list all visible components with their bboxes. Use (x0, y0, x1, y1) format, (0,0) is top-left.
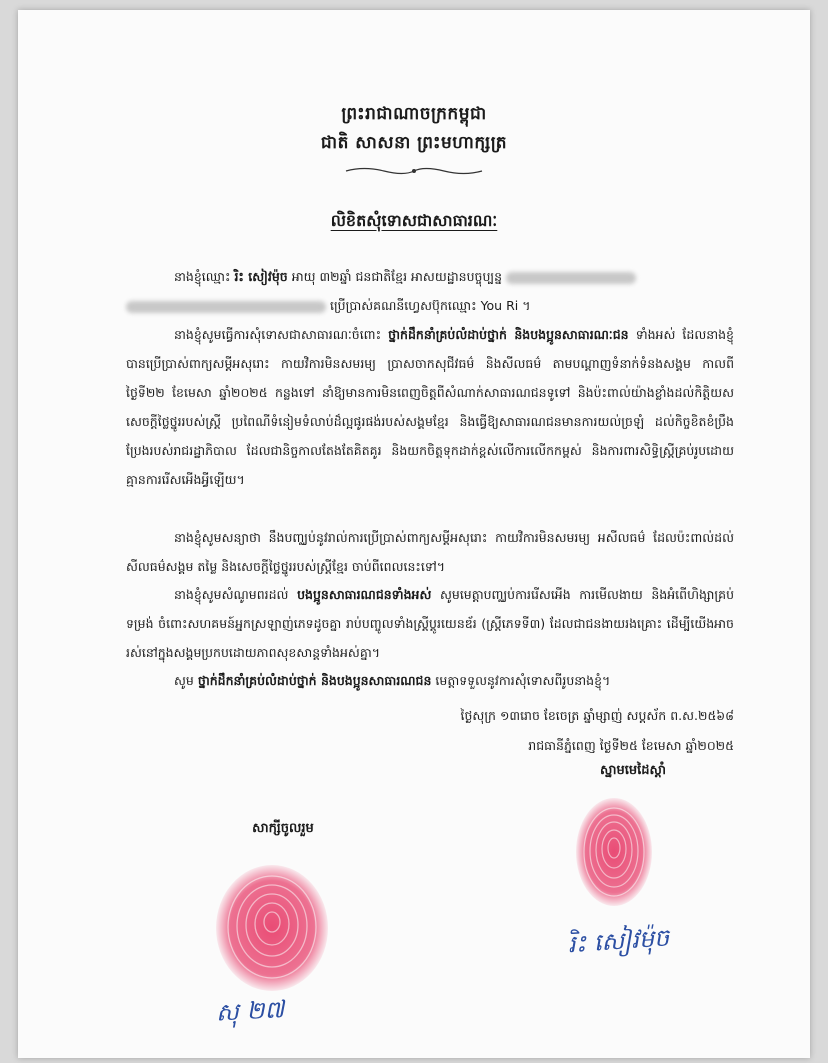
request-recipients: បងប្អូនសាធារណជនទាំងអស់ (297, 587, 432, 602)
right-thumbprint-icon (573, 796, 655, 908)
paragraph-closing (126, 666, 734, 695)
age-text: អាយុ ៣២ឆ្នាំ ជនជាតិខ្មែរ អាសយដ្ឋានបច្ចុប្បន្ន (291, 269, 503, 284)
apology-start: នាងខ្ញុំសូមធ្វើការសុំទោសជាសាធារណៈចំពោះ (174, 327, 382, 342)
author-name: រិះ សៀវម៉ុច (234, 269, 288, 284)
redacted-address-2 (126, 301, 326, 313)
promise-text: នាងខ្ញុំសូមសន្យាថា នឹងបញ្ឈប់នូវរាល់ការប្រើប្រាស់ពាក្យសម្តីអសុរោះ កាយវិការមិនសមរម្យ អសីលធម៌ ដែលប៉ះពាល់ដល់សីលធម៌សង្គម តម្លៃ និងសេចក្តីថ្លៃថ្នូររបស់ស្ត្រីខ្មែរ ចាប់ពីពេលនេះទៅ។ (126, 530, 734, 574)
document-title: លិខិតសុំទោសជាសាធារណៈ (330, 211, 498, 230)
request-body: សូមមេត្តាបញ្ឈប់ការរើសអើង ការមើលងាយ និងអំពើហិង្សាគ្រប់ទម្រង់ ចំពោះសហគមន៍អ្នកស្រឡាញ់ភេទដូចគ្នា រាប់បញ្ចូលទាំងស្ត្រីប្តូរយេនឌ័រ (ស្ត្រីភេទទី៣) ដែលជាជនងាយរងគ្រោះ ដើម្បីយើងអាចរស់នៅក្នុងសង្គមប្រកបដោយភាពសុខសាន្តទាំងអស់គ្នា។ (126, 587, 734, 660)
redacted-address (506, 272, 636, 284)
paragraph-promise (126, 523, 734, 581)
ornament-divider (344, 166, 484, 176)
closing-recipients: ថ្នាក់ដឹកនាំគ្រប់លំដាប់ថ្នាក់ និងបងប្អូនសាធារណជន (197, 673, 432, 688)
witness-label: សាក្សីចូលរួម (252, 821, 314, 836)
document-page (18, 10, 810, 1058)
witness-signature: សុ ២៧ (215, 995, 285, 1027)
paragraph-request (126, 580, 734, 667)
apology-body: ទាំងអស់ ដែលនាងខ្ញុំបានប្រើប្រាស់ពាក្យសម្តីអសុរោះ កាយវិការមិនសមរម្យ ប្រាសចាកសុជីវធម៌ និងសីលធម៌ តាមបណ្តាញទំនាក់ទំនងសង្គម កាលពីថ្ងៃទី២២ ខែមេសា ឆ្នាំ២០២៥ កន្លងទៅ នាំឱ្យមានការមិនពេញចិត្តពីសំណាក់សាធារណជនទូទៅ និងប៉ះពាល់យ៉ាងខ្លាំងដល់កិត្តិយស សេចក្តីថ្លៃថ្នូររបស់ស្ត្រី ប្រពៃណីទំនៀមទំលាប់ដ៏ល្អផូរផង់របស់សង្គមខ្មែរ និងធ្វើឱ្យសាធារណជនមានការយល់ច្រឡំ ដល់កិច្ចខិតខំប្រឹងប្រែងរបស់រាជរដ្ឋាភិបាល ដែលជានិច្ចកាលតែងតែគិតគូរ និងយកចិត្តទុកដាក់ខ្ពស់លើការលើកកម្ពស់ និងការពារសិទ្ធិស្ត្រីគ្រប់រូបដោយគ្មានការរើសអើងអ្វីឡើយ។ (126, 327, 734, 487)
account-text: ប្រើប្រាស់គណនីហ្វេសប៊ុកឈ្មោះ You Ri ។ (329, 298, 531, 313)
closing-start: សូម (174, 673, 194, 688)
lunar-date: ថ្ងៃសុក្រ ១៣រោច ខែចេត្រ ឆ្នាំម្សាញ់ សប្តស័ក ព.ស.២៥៦៨ (460, 708, 734, 723)
solar-date: រាជធានីភ្នំពេញ ថ្ងៃទី២៥ ខែមេសា ឆ្នាំ២០២៥ (528, 738, 734, 753)
closing-body: មេត្តាទទួលនូវការសុំទោសពីរូបនាងខ្ញុំ។ (435, 673, 611, 688)
apology-recipients: ថ្នាក់ដឹកនាំគ្រប់លំដាប់ថ្នាក់ និងបងប្អូនសាធារណៈជន (388, 327, 629, 342)
author-signature: រិះ សៀវម៉ុច (566, 923, 671, 959)
kingdom-heading: ព្រះរាជាណាចក្រកម្ពុជា (341, 104, 487, 124)
request-start: នាងខ្ញុំសូមសំណូមពរដល់ (174, 587, 289, 602)
signer-label: ស្នាមមេដៃស្តាំ (599, 763, 666, 778)
motto-heading: ជាតិ សាសនា ព្រះមហាក្សត្រ (320, 133, 508, 153)
paragraph-apology (126, 320, 734, 494)
witness-thumbprint-icon (212, 862, 332, 994)
intro-text: នាងខ្ញុំឈ្មោះ (174, 269, 231, 284)
paragraph-identity (126, 262, 734, 320)
